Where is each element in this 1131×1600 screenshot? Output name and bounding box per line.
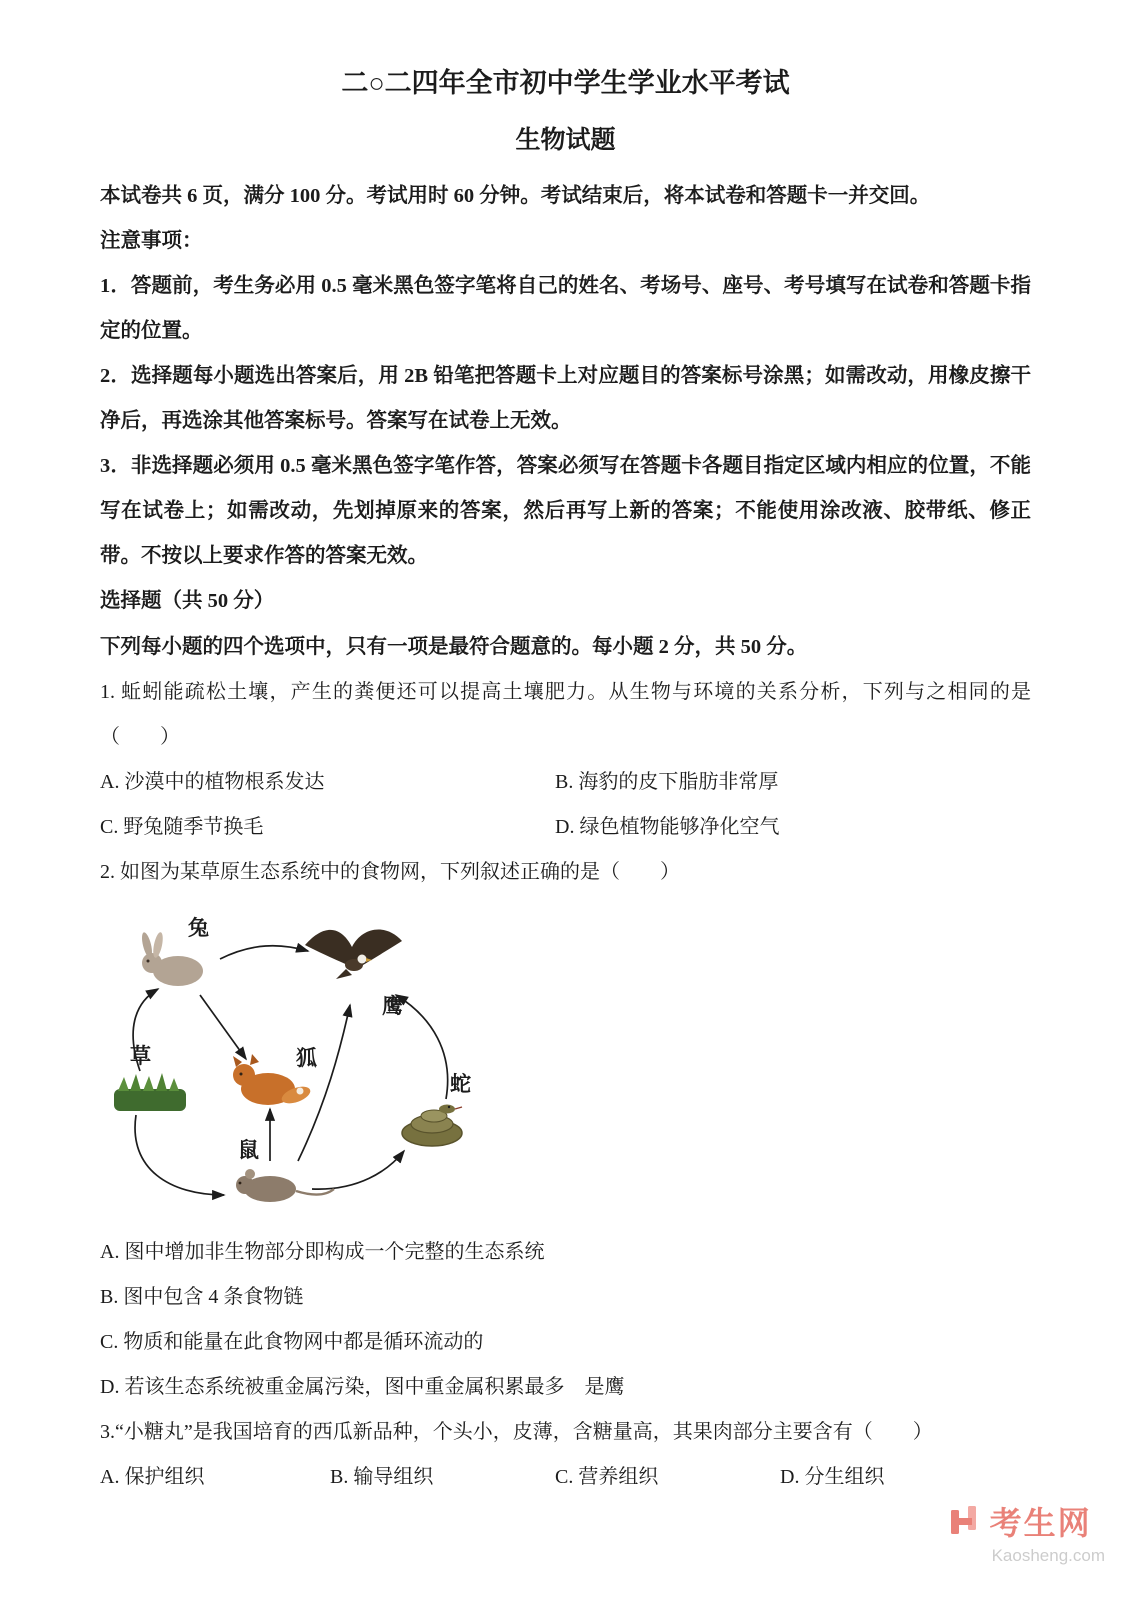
arrow-mouse-to-snake <box>312 1151 404 1189</box>
watermark-brand: 考生网 <box>989 1505 1092 1541</box>
mouse-image <box>236 1169 334 1202</box>
label-fox: 狐 <box>296 1045 317 1070</box>
question-2 <box>100 850 1031 1410</box>
label-rabbit: 兔 <box>188 915 209 940</box>
question-3-stem: 3.“小糖丸”是我国培育的西瓜新品种，个头小，皮薄，含糖量高，其果肉部分主要含有（ ） <box>100 1420 933 1443</box>
question-2-stem: 2. 如图为某草原生态系统中的食物网，下列叙述正确的是（ ） <box>100 860 680 883</box>
question-2-option-c: C. 物质和能量在此食物网中都是循环流动的 <box>100 1330 484 1353</box>
question-3-option-c: C. 营养组织 <box>555 1465 659 1488</box>
question-1-stem: 1. 蚯蚓能疏松土壤，产生的粪便还可以提高土壤肥力。从生物与环境的关系分析，下列与之相同的是（ ） <box>100 680 1031 748</box>
question-3-option-d: D. 分生组织 <box>780 1465 885 1488</box>
label-grass: 草 <box>130 1043 151 1068</box>
question-3-options <box>100 1455 1031 1500</box>
question-2-option-b: B. 图中包含 4 条食物链 <box>100 1285 304 1308</box>
kaosheng-logo-icon <box>946 1502 984 1540</box>
kaosheng-watermark <box>946 1498 1105 1566</box>
label-snake: 蛇 <box>450 1071 471 1096</box>
label-mouse: 鼠 <box>238 1137 259 1162</box>
eagle-image <box>305 929 402 978</box>
arrow-grass-to-mouse <box>135 1115 224 1195</box>
question-3-option-b: B. 输导组织 <box>330 1465 434 1488</box>
arrow-mouse-to-eagle <box>298 1005 350 1161</box>
exam-subtitle: 生物试题 <box>515 127 616 155</box>
question-1-option-d: D. 绿色植物能够净化空气 <box>555 815 780 838</box>
arrow-snake-to-eagle <box>396 995 448 1099</box>
label-eagle: 鹰 <box>382 993 403 1018</box>
note-2: 2．选择题每小题选出答案后，用 2B 铅笔把答题卡上对应题目的答案标号涂黑；如需改动，用橡皮擦干净后，再选涂其他答案标号。答案写在试卷上无效。 <box>100 364 1031 433</box>
note-1: 1．答题前，考生务必用 0.5 毫米黑色签字笔将自己的姓名、考场号、座号、考号填写在试卷和答题卡指定的位置。 <box>100 274 1031 342</box>
question-1-option-c: C. 野兔随季节换毛 <box>100 815 264 838</box>
snake-image <box>402 1104 462 1146</box>
question-2-options <box>100 1230 1031 1410</box>
question-1 <box>100 670 1031 850</box>
question-2-option-a: A. 图中增加非生物部分即构成一个完整的生态系统 <box>100 1240 545 1263</box>
arrow-rabbit-to-eagle <box>220 945 308 958</box>
note-3: 3．非选择题必须用 0.5 毫米黑色签字笔作答，答案必须写在答题卡各题目指定区域内相应的位置，不能写在试卷上；如需改动，先划掉原来的答案，然后再写上新的答案；不能使用涂改液、胶带纸、修正带。不按以上要求作答的答案无效。 <box>100 455 1031 568</box>
question-3 <box>100 1410 1031 1500</box>
exam-title: 二○二四年全市初中学生学业水平考试 <box>341 68 790 98</box>
question-2-option-d: D. 若该生态系统被重金属污染，图中重金属积累最多 是鹰 <box>100 1375 625 1398</box>
grass-image <box>114 1073 186 1111</box>
watermark-domain: Kaosheng.com <box>991 1546 1105 1565</box>
question-1-option-a: A. 沙漠中的植物根系发达 <box>100 770 325 793</box>
food-web-diagram <box>100 903 590 1220</box>
question-1-option-b: B. 海豹的皮下脂肪非常厚 <box>555 770 779 793</box>
notes-label: 注意事项： <box>100 229 203 252</box>
exam-intro: 本试卷共 6 页，满分 100 分。考试用时 60 分钟。考试结束后，将本试卷和答题卡一并交回。 <box>100 184 931 207</box>
section-heading: 选择题（共 50 分） <box>100 590 275 613</box>
question-3-option-a: A. 保护组织 <box>100 1465 205 1488</box>
arrow-rabbit-to-fox <box>200 995 246 1059</box>
section-intro: 下列每小题的四个选项中，只有一项是最符合题意的。每小题 2 分，共 50 分。 <box>100 635 808 658</box>
food-web-svg <box>100 903 590 1215</box>
question-1-options <box>100 760 1031 850</box>
